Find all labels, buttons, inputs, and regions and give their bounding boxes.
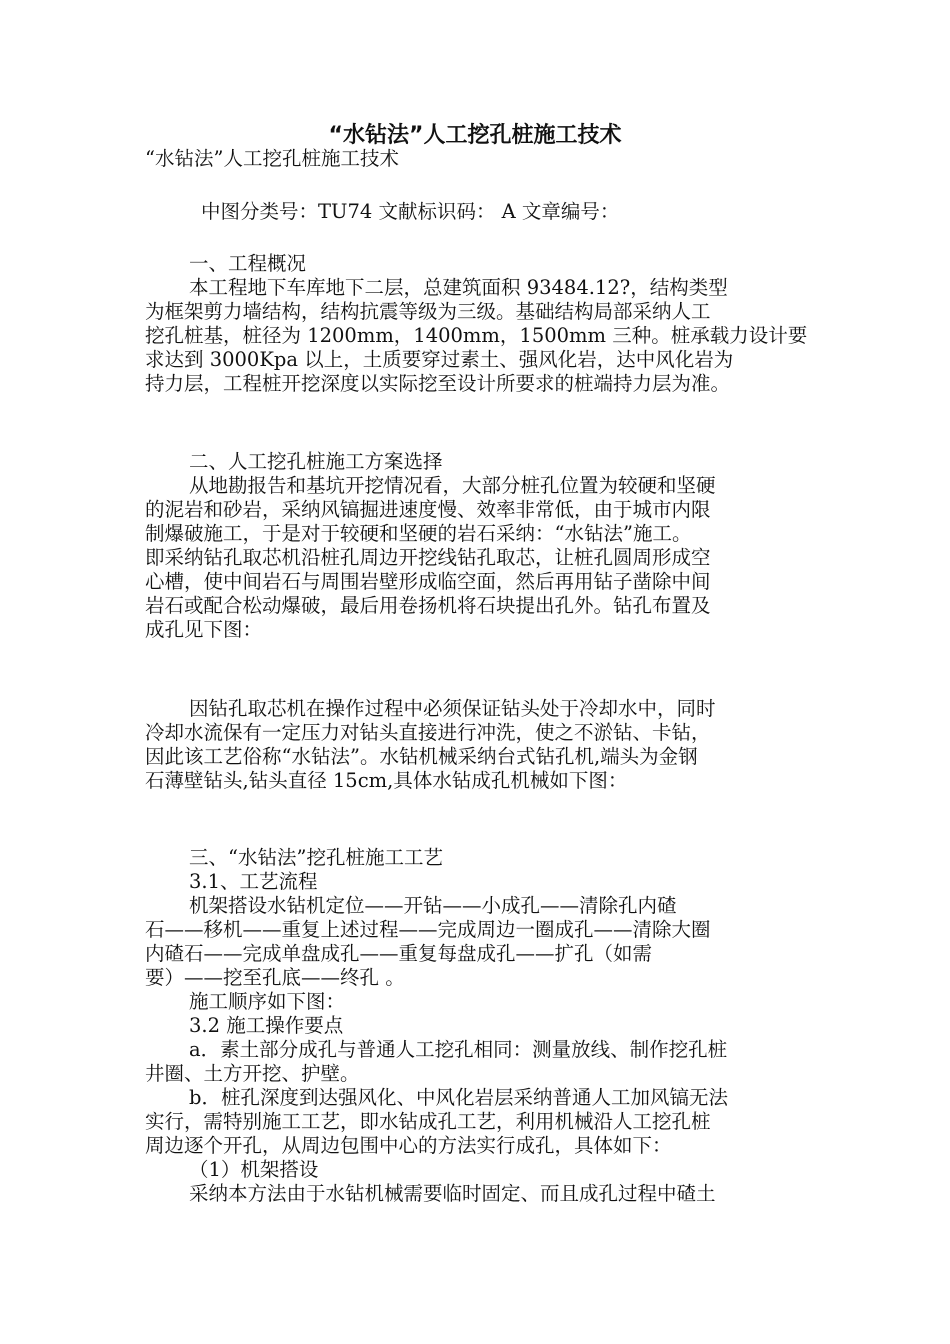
process-flow-line: 石——移机——重复上述过程——完成周边一圈成孔——清除大圈 [145,918,711,941]
section1-line: 持力层，工程桩开挖深度以实际挖至设计所要求的桩端持力层为准。 [145,372,731,395]
section1-line: 为框架剪力墙结构，结构抗震等级为三级。基础结构局部采纳人工 [145,300,711,323]
section1-line: 求达到 3000Kpa 以上，土质要穿过素土、强风化岩，达中风化岩为 [145,348,734,371]
section2-para1-line: 即采纳钻孔取芯机沿桩孔周边开挖线钻孔取芯，让桩孔圆周形成空 [145,546,711,569]
point-b-line: b．桩孔深度到达强风化、中风化岩层采纳普通人工加风镐无法 [189,1086,728,1109]
process-flow-line: 内碴石——完成单盘成孔——重复每盘成孔——扩孔（如需 [145,942,653,965]
classification-line: 中图分类号：TU74 文献标识码： A 文章编号： [201,200,620,223]
section2-para2-line: 因钻孔取芯机在操作过程中必须保证钻头处于冷却水中，同时 [189,697,716,720]
item-heading: （1）机架搭设 [189,1158,319,1181]
section3-heading: 三、“水钻法”挖孔桩施工工艺 [189,846,443,869]
point-a-line: 井圈、土方开挖、护壁。 [145,1062,360,1085]
section2-para1-line: 成孔见下图： [145,618,263,641]
section2-para1-line: 从地勘报告和基坑开挖情况看，大部分桩孔位置为较硬和坚硬 [189,474,716,497]
section2-para1-line: 岩石或配合松动爆破，最后用卷扬机将石块提出孔外。钻孔布置及 [145,594,711,617]
section2-para2-line: 石薄壁钻头,钻头直径 15cm,具体水钻成孔机械如下图： [145,769,628,792]
section1-heading: 一、工程概况 [189,252,307,275]
point-b-line: 实行，需特别施工工艺，即水钻成孔工艺，利用机械沿人工挖孔桩 [145,1110,711,1133]
section3-subheading: 3.2 施工操作要点 [189,1014,344,1037]
section1-line: 本工程地下车库地下二层，总建筑面积 93484.12?，结构类型 [189,276,728,299]
document-title: “水钻法”人工挖孔桩施工技术 [328,123,622,148]
section2-para1-line: 制爆破施工，于是对于较硬和坚硬的岩石采纳：“水钻法”施工。 [145,522,692,545]
section2-para1-line: 的泥岩和砂岩，采纳风镐掘进速度慢、效率非常低，由于城市内限 [145,498,711,521]
section2-para2-line: 冷却水流保有一定压力对钻头直接进行冲洗，使之不淤钻、卡钻， [145,721,711,744]
process-flow-line: 机架搭设水钻机定位——开钻——小成孔——清除孔内碴 [189,894,677,917]
document-subtitle: “水钻法”人工挖孔桩施工技术 [145,147,399,170]
item-text-line: 采纳本方法由于水钻机械需要临时固定、而且成孔过程中碴土 [189,1182,716,1205]
section2-para1-line: 心槽，使中间岩石与周围岩壁形成临空面，然后再用钻子凿除中间 [145,570,711,593]
construction-order-line: 施工顺序如下图： [189,990,346,1013]
section3-subheading: 3.1、工艺流程 [189,870,318,893]
section2-para2-line: 因此该工艺俗称“水钻法”。水钻机械采纳台式钻孔机,端头为金钢 [145,745,698,768]
section1-line: 挖孔桩基，桩径为 1200mm，1400mm，1500mm 三种。桩承载力设计要 [145,324,808,347]
section2-heading: 二、人工挖孔桩施工方案选择 [189,450,443,473]
process-flow-line: 要）——挖至孔底——终孔 。 [145,966,405,989]
point-b-line: 周边逐个开孔，从周边包围中心的方法实行成孔，具体如下： [145,1134,672,1157]
point-a-line: a．素土部分成孔与普通人工挖孔相同：测量放线、制作挖孔桩 [189,1038,728,1061]
